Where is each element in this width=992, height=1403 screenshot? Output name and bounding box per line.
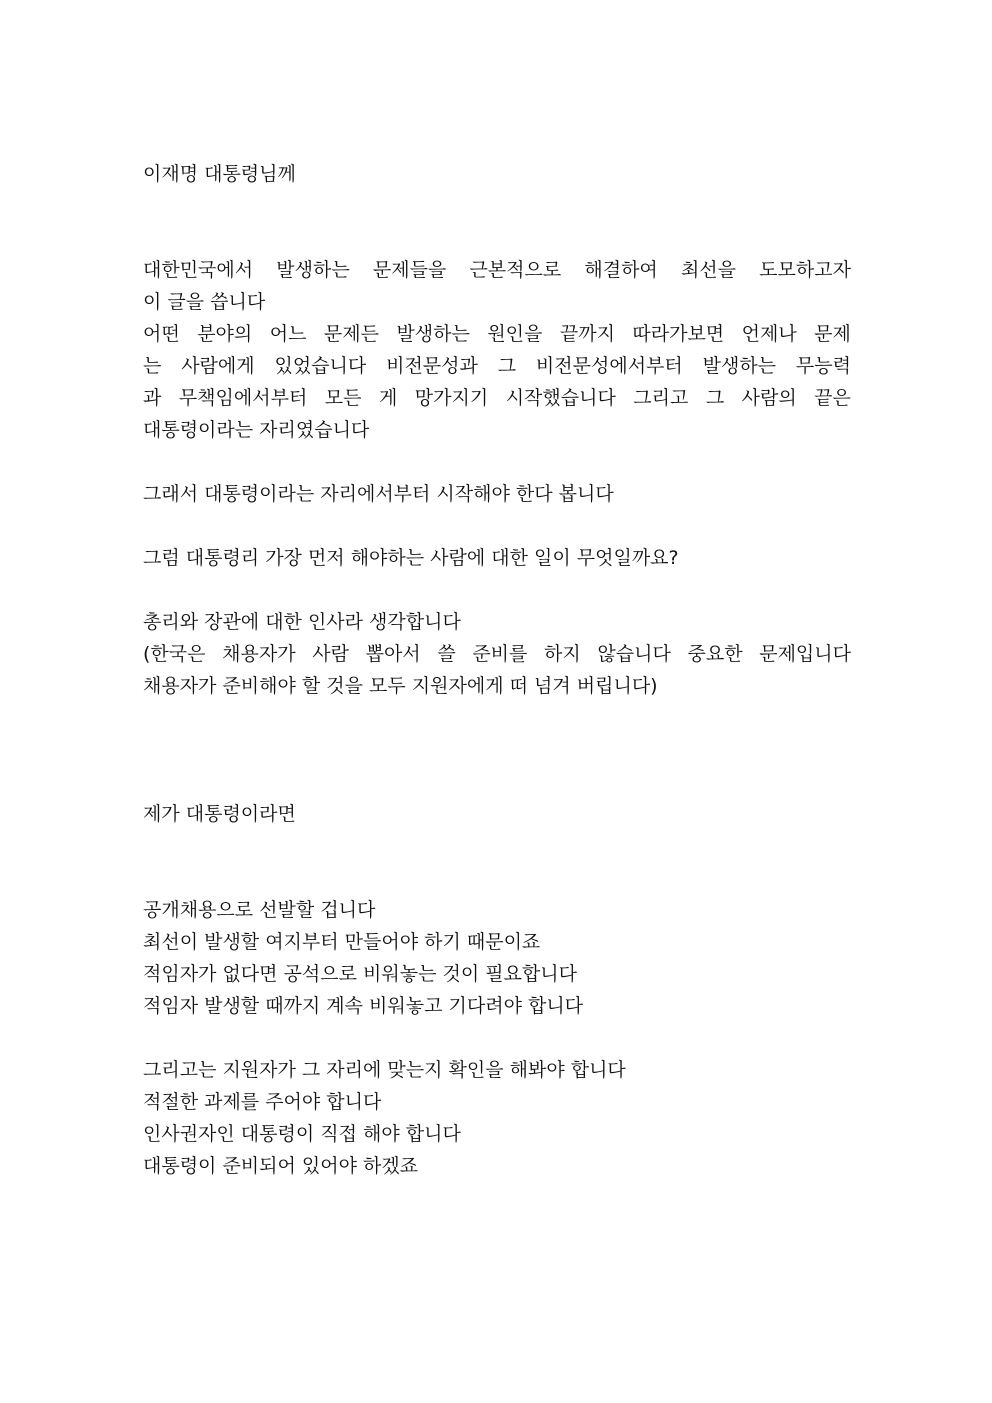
word: 발생하는 — [702, 355, 777, 377]
paragraph-line — [143, 350, 851, 382]
word: 무능력 — [795, 355, 851, 377]
word: 문제든 — [323, 323, 379, 345]
paragraph-1 — [143, 254, 851, 446]
word: 근본적으로 — [469, 259, 562, 281]
word: 사람의 — [741, 387, 797, 409]
word: 사람에게 — [181, 355, 255, 377]
word: 망가지기 — [414, 387, 489, 409]
word: 대한민국에서 — [143, 259, 254, 281]
word: 있었습니다 — [274, 355, 367, 377]
paragraph-2 — [143, 478, 851, 510]
salutation-line: 이재명 대통령님께 — [143, 163, 296, 185]
word: 언제나 — [741, 323, 797, 345]
word: 않습니다 — [597, 643, 671, 665]
heading-line: 제가 대통령이라면 — [143, 803, 296, 825]
word: 쓸 — [437, 643, 456, 665]
word: 원인을 — [487, 323, 543, 345]
paragraph-line: 대통령이라는 자리였습니다 — [143, 419, 370, 441]
word: 어느 — [269, 323, 307, 345]
paragraph-line: 그리고는 지원자가 그 자리에 맞는지 확인을 해봐야 합니다 — [143, 1059, 626, 1081]
word: 도모하고자 — [759, 259, 851, 281]
paragraph-6 — [143, 1054, 851, 1182]
word: 문제 — [814, 323, 851, 345]
word: 비전문성과 — [386, 355, 478, 377]
paragraph-line — [143, 254, 851, 286]
word: 분야의 — [197, 323, 253, 345]
paragraph-line: 그래서 대통령이라는 자리에서부터 시작해야 한다 봅니다 — [143, 483, 614, 505]
paragraph-line: 적임자가 없다면 공석으로 비워놓는 것이 필요합니다 — [143, 963, 577, 985]
word: 중요한 — [687, 643, 743, 665]
word: 무책임에서부터 — [178, 387, 308, 409]
word: 발생하는 — [276, 259, 350, 281]
paragraph-line — [143, 382, 851, 414]
word: 끝까지 — [559, 323, 615, 345]
word: 최선을 — [680, 259, 737, 281]
word: 그리고 — [633, 387, 689, 409]
paragraph-line: 그럼 대통령리 가장 먼저 해야하는 사람에 대한 일이 무엇일까요? — [143, 547, 679, 569]
word: 모든 — [324, 387, 362, 409]
heading-2 — [143, 798, 851, 830]
word: (한국은 — [143, 643, 206, 665]
paragraph-4 — [143, 606, 851, 702]
paragraph-line: 총리와 장관에 대한 인사라 생각합니다 — [143, 611, 461, 633]
word: 하지 — [544, 643, 581, 665]
salutation — [143, 158, 851, 190]
paragraph-line: 이 글을 씁니다 — [143, 291, 266, 313]
paragraph-line: 대통령이 준비되어 있어야 하겠죠 — [143, 1155, 419, 1177]
paragraph-5 — [143, 894, 851, 1022]
word: 채용자가 — [222, 643, 296, 665]
word: 게 — [378, 387, 398, 409]
word: 문제들을 — [372, 259, 447, 281]
word: 사람 — [312, 643, 349, 665]
word: 발생하는 — [396, 323, 470, 345]
paragraph-line: 인사권자인 대통령이 직접 해야 합니다 — [143, 1123, 461, 1145]
word: 비전문성에서부터 — [535, 355, 683, 377]
paragraph-line: 적임자 발생할 때까지 계속 비워놓고 기다려야 합니다 — [143, 995, 584, 1017]
word: 문제입니다 — [759, 643, 851, 665]
paragraph-line: 적절한 과제를 주어야 합니다 — [143, 1091, 382, 1113]
word: 해결하여 — [584, 259, 658, 281]
word: 시작했습니다 — [505, 387, 616, 409]
word: 는 — [143, 355, 162, 377]
paragraph-line: 최선이 발생할 여지부터 만들어야 하기 때문이죠 — [143, 931, 541, 953]
word: 끝은 — [814, 387, 851, 409]
word: 준비를 — [472, 643, 528, 665]
word: 그 — [497, 355, 517, 377]
paragraph-line: 채용자가 준비해야 할 것을 모두 지원자에게 떠 넘겨 버립니다) — [143, 675, 658, 697]
word: 어떤 — [143, 323, 180, 345]
word: 뽑아서 — [365, 643, 421, 665]
word: 그 — [705, 387, 725, 409]
paragraph-line — [143, 638, 851, 670]
paragraph-line: 공개채용으로 선발할 겁니다 — [143, 899, 376, 921]
paragraph-3 — [143, 542, 851, 574]
word: 따라가보면 — [632, 323, 725, 345]
paragraph-line — [143, 318, 851, 350]
word: 과 — [143, 387, 162, 409]
